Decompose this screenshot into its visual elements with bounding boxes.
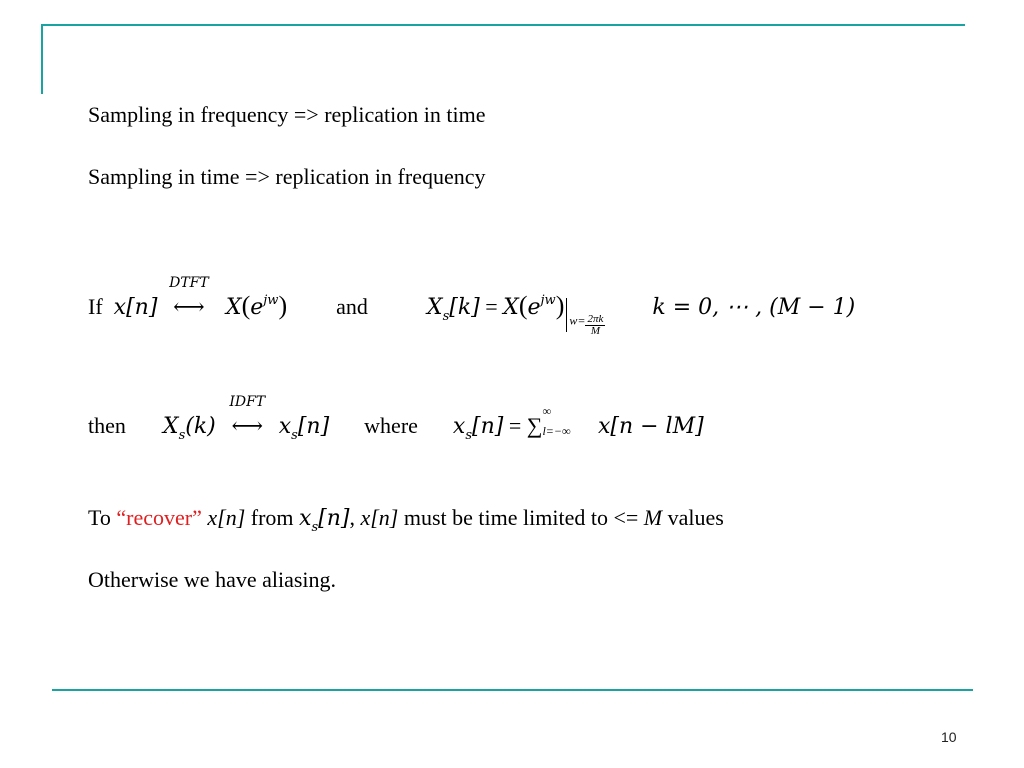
s-subscript-2: s xyxy=(178,428,186,443)
recover-line: To “recover” x[n] from $x_s[n]$, x[n] must be time limited to <= M values xyxy=(88,505,724,535)
xs-symbol-2: x xyxy=(452,414,466,439)
xs-symbol: x xyxy=(278,414,292,439)
recover-xn-2: x[n] xyxy=(360,505,399,530)
n-bracket: [n] xyxy=(297,414,330,439)
from-label: from xyxy=(245,505,300,530)
s-subscript-3: s xyxy=(291,428,298,443)
x-n: x[n] xyxy=(113,295,158,320)
e-base-2: e xyxy=(527,295,541,320)
top-rule xyxy=(41,24,965,26)
xs-symbol-3: x xyxy=(299,506,312,531)
sum-term: x[n − lM] xyxy=(597,414,704,439)
long-arrow-icon: ⟷ xyxy=(173,294,205,319)
then-label: then xyxy=(88,413,126,438)
s-subscript: s xyxy=(442,309,450,324)
X-symbol-2: X xyxy=(503,295,519,320)
sum-upper: ∞ xyxy=(542,404,552,418)
values-label: values xyxy=(662,505,724,530)
Xs-symbol-3: X xyxy=(162,414,179,439)
equals: = xyxy=(485,294,498,319)
sum-icon: ∑ xyxy=(526,413,543,438)
jw-exponent: jw xyxy=(263,293,279,308)
long-arrow-icon-2: ⟷ xyxy=(231,413,263,438)
k-range: k = 0, ⋯ , (M − 1) xyxy=(652,295,856,320)
s-subscript-5: s xyxy=(311,520,319,535)
to-label: To xyxy=(88,505,117,530)
jw-exponent-2: jw xyxy=(540,293,556,308)
k-bracket: [k] xyxy=(449,295,480,320)
s-subscript-4: s xyxy=(465,428,473,443)
and-label: and xyxy=(336,294,368,319)
dtft-arrow xyxy=(163,275,215,319)
line-sampling-time: Sampling in time => replication in frequency xyxy=(88,164,486,189)
k-paren: (k) xyxy=(185,414,216,439)
idft-arrow xyxy=(221,394,273,438)
line-sampling-frequency: Sampling in frequency => replication in time xyxy=(88,102,486,127)
sum-limits xyxy=(542,404,592,438)
where-label: where xyxy=(364,413,418,438)
equals-2: = xyxy=(508,413,522,438)
eval-w: w= xyxy=(569,313,586,327)
fraction xyxy=(585,314,605,337)
dtft-equation: If x[n] DTFT ⟷ $X(e^{jw})$ and $X_s[k] = X(e^{jw})$ w= $\frac{2\pi k}{M}$ k = 0, ⋯ , (M − 1) xyxy=(88,275,856,337)
evaluation-subscript xyxy=(569,310,605,337)
recover-tail: must be time limited to <= xyxy=(398,505,644,530)
Xs-symbol: X xyxy=(426,295,443,320)
aliasing-line: Otherwise we have aliasing. xyxy=(88,567,337,592)
sum-lower: l=−∞ xyxy=(542,424,571,438)
idft-label: IDFT xyxy=(229,394,266,410)
fraction-numerator: 2πk xyxy=(587,312,604,325)
evaluation-bar xyxy=(566,298,567,332)
n-bracket-2: [n] xyxy=(472,414,504,439)
left-rule xyxy=(41,24,43,94)
page-number: 10 xyxy=(941,729,957,745)
idft-equation xyxy=(88,394,704,443)
fraction-denominator: M xyxy=(590,324,601,337)
n-bracket-3: [n] xyxy=(318,506,350,531)
bottom-rule xyxy=(52,689,973,691)
X-symbol: X xyxy=(225,295,242,320)
M-symbol: M xyxy=(643,505,663,530)
recover-xn: x[n] xyxy=(207,505,246,530)
if-label: If xyxy=(88,294,103,319)
e-base: e xyxy=(250,295,264,320)
dtft-label: DTFT xyxy=(169,275,209,291)
recover-word: “recover” xyxy=(116,505,202,530)
